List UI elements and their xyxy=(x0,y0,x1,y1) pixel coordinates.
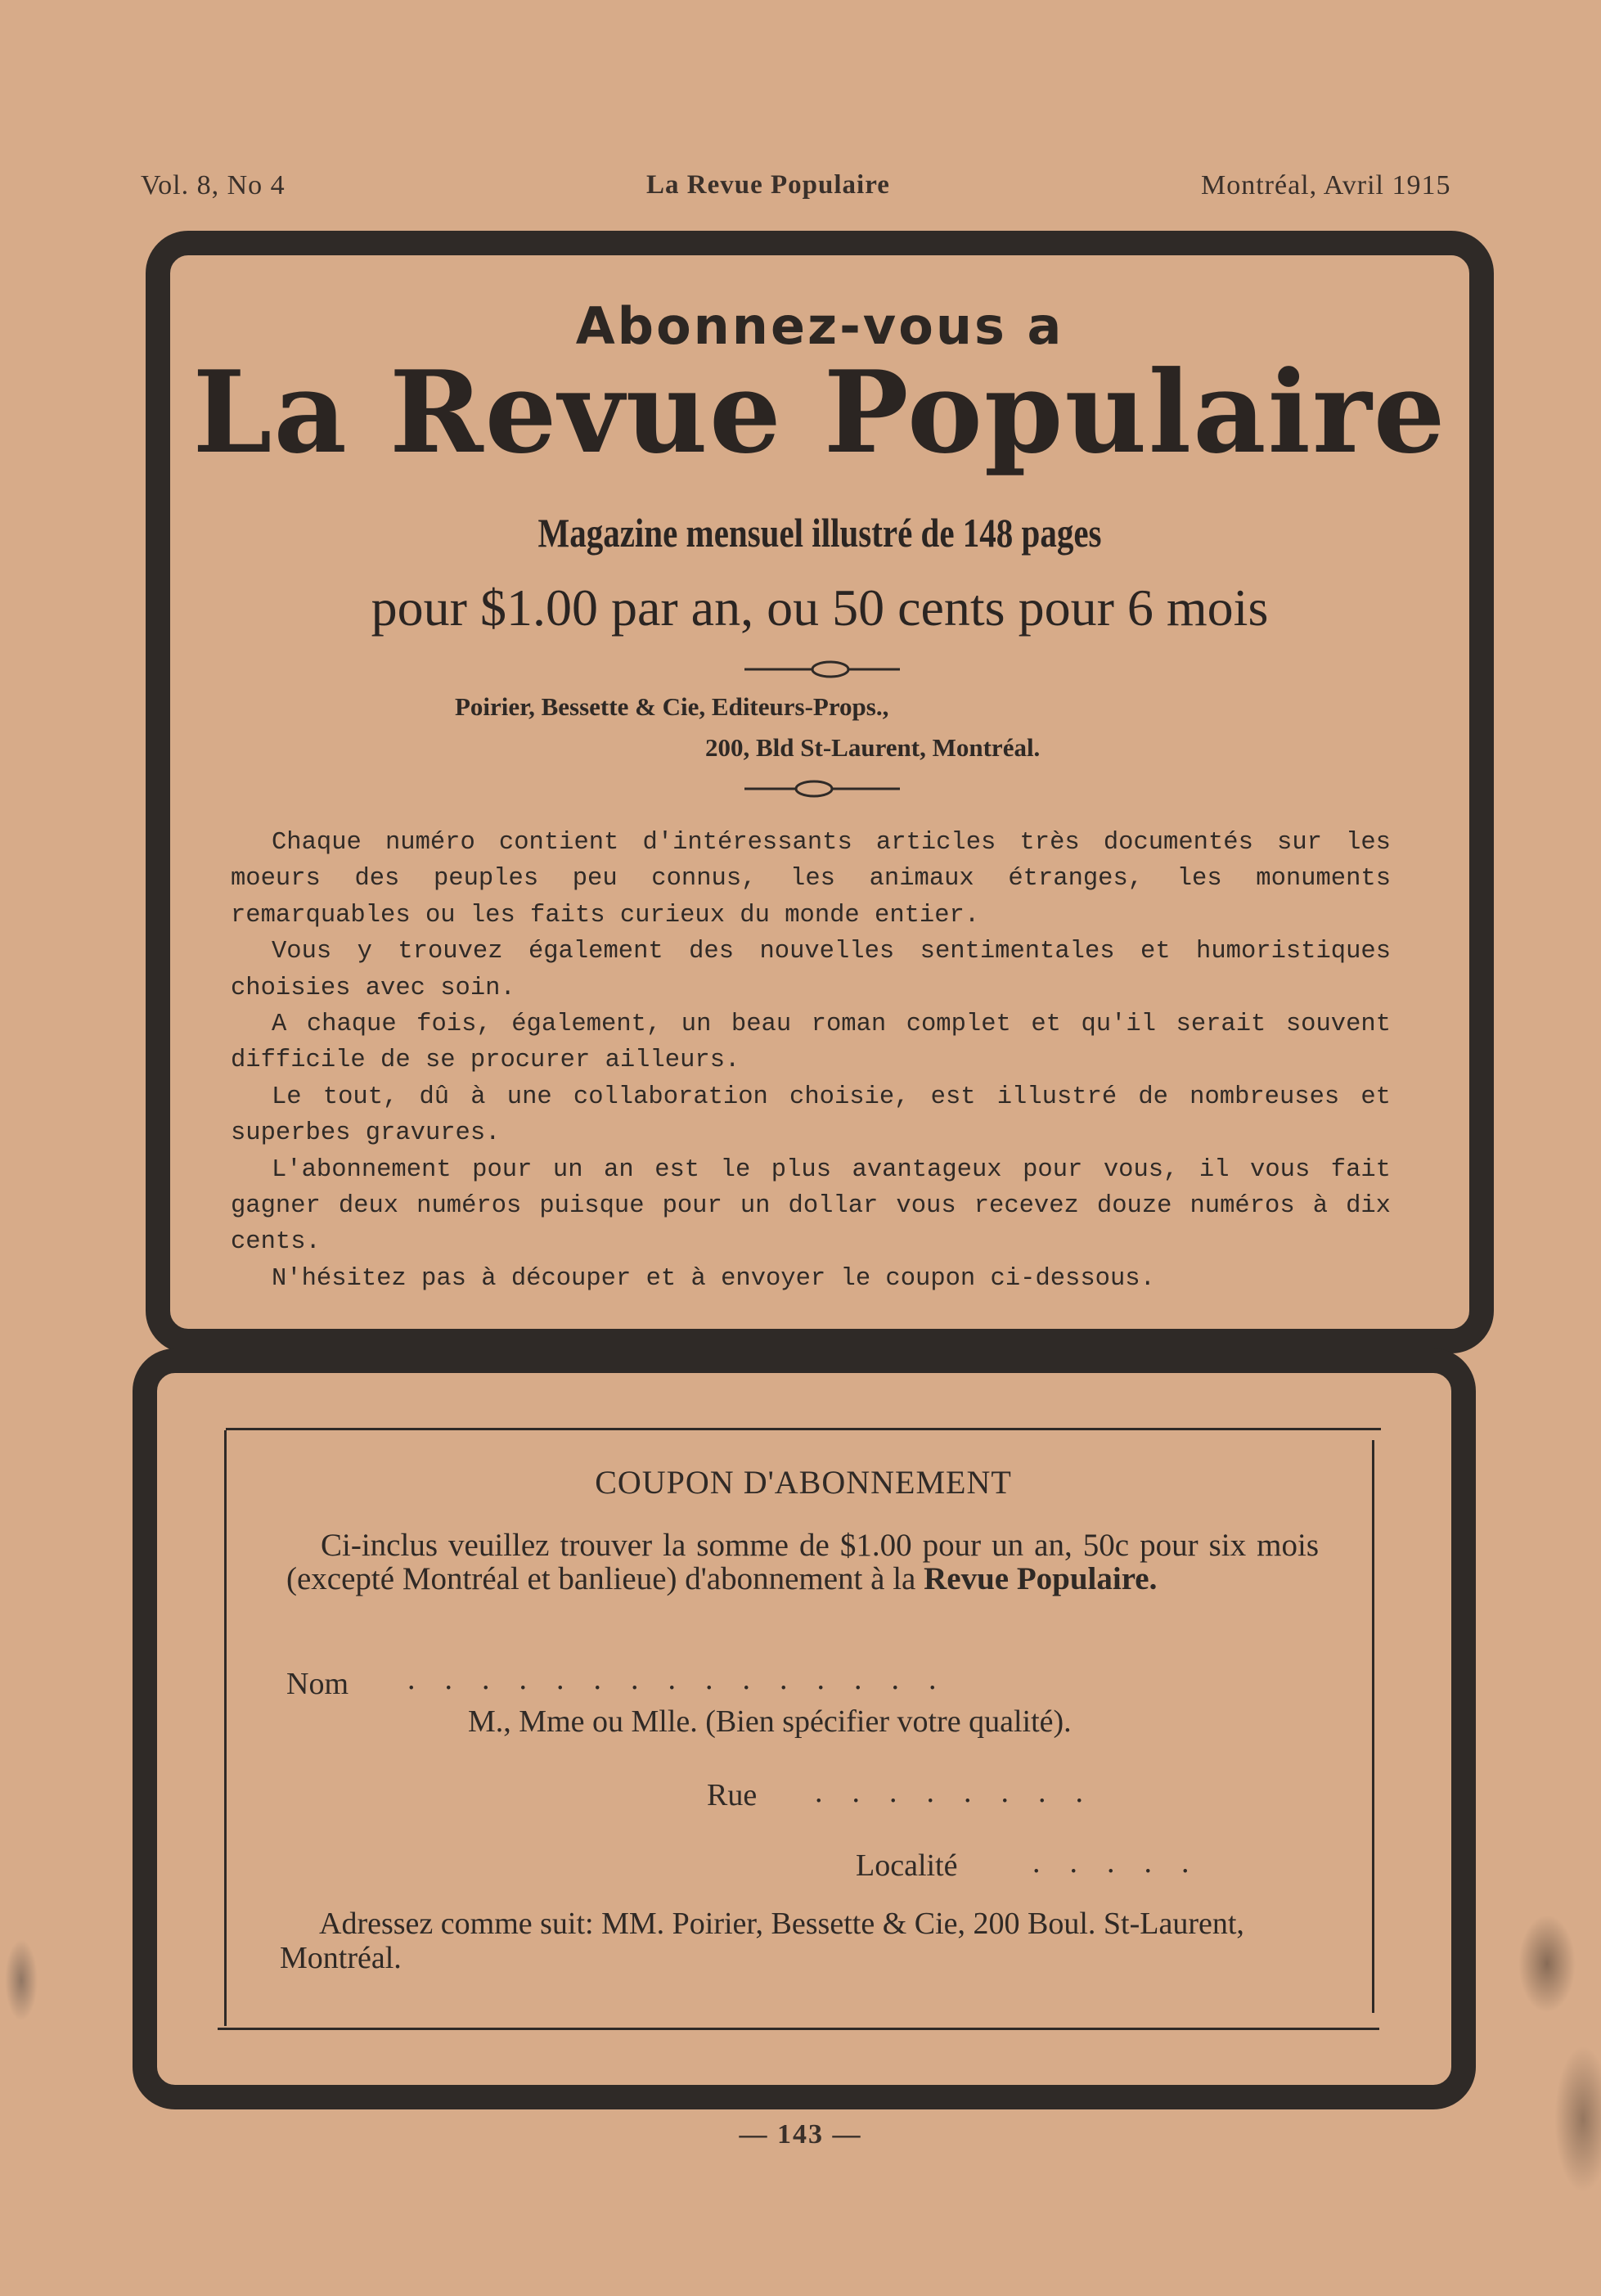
coupon-border-left xyxy=(224,1430,227,2026)
advert-title: La Revue Populaire xyxy=(192,345,1447,479)
ink-stain xyxy=(1518,1915,1576,2013)
ornament-divider-icon xyxy=(744,779,900,799)
ornament-divider-icon xyxy=(744,660,900,679)
nom-label: Nom xyxy=(286,1667,349,1701)
advert-price: pour $1.00 par an, ou 50 cents pour 6 mois xyxy=(371,579,1269,637)
publisher-line: Poirier, Bessette & Cie, Editeurs-Props., xyxy=(455,692,889,721)
coupon-text-body: Ci-inclus veuillez trouver la somme de $1.00 pour un an, 50c pour six mois (excepté Montréal et banlieue) d'abonnement à la xyxy=(286,1528,1319,1596)
advert-subtitle: Magazine mensuel illustré de 148 pages xyxy=(537,510,1102,556)
publisher-address: 200, Bld St-Laurent, Montréal. xyxy=(705,733,1041,762)
ink-stain xyxy=(1554,2046,1601,2193)
advert-paragraph: N'hésitez pas à découper et à envoyer le coupon ci-dessous. xyxy=(272,1264,1155,1293)
rue-label: Rue xyxy=(707,1778,758,1812)
coupon-text-bold: Revue Populaire. xyxy=(924,1561,1158,1596)
place-date: Montréal, Avril 1915 xyxy=(1201,170,1451,200)
nom-hint: M., Mme ou Mlle. (Bien spécifier votre qualité). xyxy=(468,1704,1072,1739)
running-title: La Revue Populaire xyxy=(646,170,890,200)
coupon-border-right xyxy=(1372,1440,1374,2013)
coupon-border-top xyxy=(226,1428,1381,1430)
advert-paragraph: Le tout, dû à une collaboration choisie, est illustré de nombreuses et superbes gravures. xyxy=(231,1083,1391,1148)
advert-paragraph: Chaque numéro contient d'intéressants articles très documentés sur les moeurs des peuples peu connus, les animaux étranges, les monuments remarquables ou les faits curieux du monde entier. xyxy=(231,829,1391,930)
coupon-footer xyxy=(280,1907,1319,1975)
localite-field[interactable]: ..... xyxy=(1032,1845,1219,1880)
coupon-border-bottom xyxy=(218,2028,1379,2030)
ink-stain xyxy=(5,1939,38,2021)
advert-paragraph: Vous y trouvez également des nouvelles sentimentales et humoristiques choisies avec soin. xyxy=(231,938,1391,1002)
coupon-text xyxy=(286,1528,1319,1596)
page-number: — 143 — xyxy=(739,2119,862,2150)
nom-field[interactable]: ............... xyxy=(407,1662,966,1696)
advert-paragraph: A chaque fois, également, un beau roman complet et qu'il serait souvent difficile de se procurer ailleurs. xyxy=(231,1011,1391,1075)
localite-label: Localité xyxy=(856,1848,958,1883)
coupon-title: COUPON D'ABONNEMENT xyxy=(595,1464,1012,1501)
rue-field[interactable]: ........ xyxy=(815,1775,1113,1809)
volume-number: Vol. 8, No 4 xyxy=(141,170,286,200)
coupon-mailing-address: Adressez comme suit: MM. Poirier, Bessette & Cie, 200 Boul. St-Laurent, Montréal. xyxy=(280,1907,1244,1975)
advert-paragraph: L'abonnement pour un an est le plus avantageux pour vous, il vous fait gagner deux numéros puisque pour un dollar vous recevez douze numéros à dix cents. xyxy=(231,1155,1391,1257)
tagline: Abonnez-vous a xyxy=(575,296,1064,356)
advert-body xyxy=(231,825,1391,1297)
